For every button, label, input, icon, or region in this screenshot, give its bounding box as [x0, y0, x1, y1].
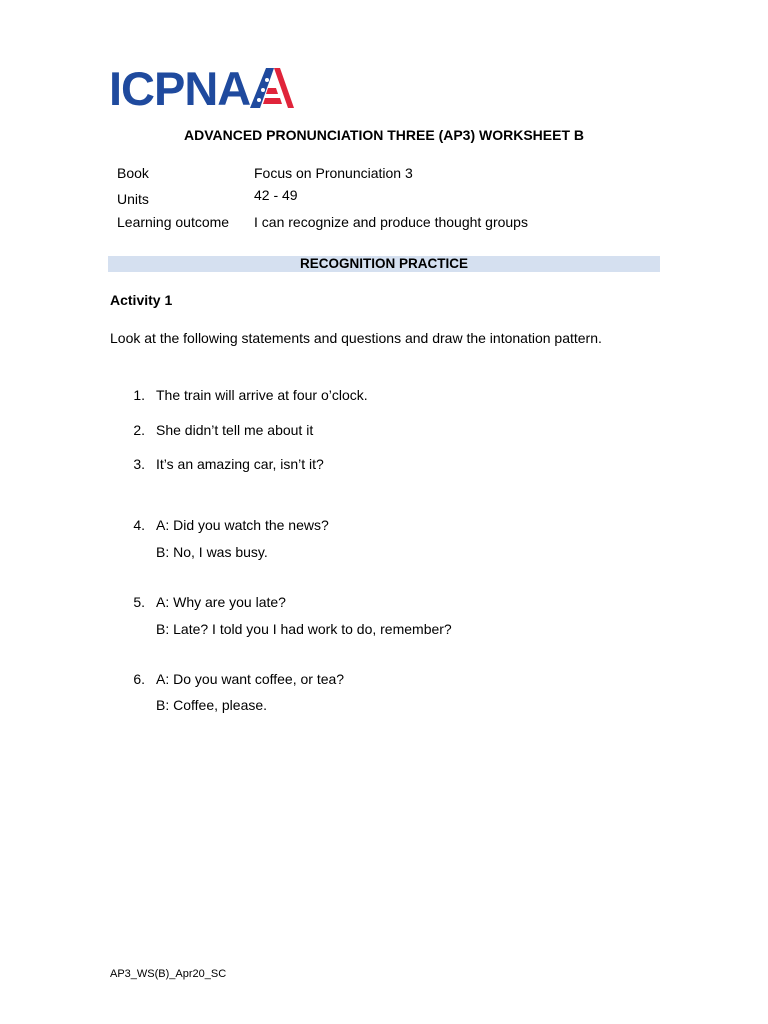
list-item: The train will arrive at four o’clock. [156, 387, 368, 403]
footer-code: AP3_WS(B)_Apr20_SC [110, 968, 227, 980]
list-item-number: 3. [133, 456, 145, 472]
activity-title: Activity 1 [110, 292, 173, 308]
list-item-speaker-a: A: Do you want coffee, or tea? [156, 671, 345, 687]
book-value: Focus on Pronunciation 3 [254, 165, 413, 181]
learning-outcome-value: I can recognize and produce thought groups [254, 214, 528, 230]
book-label: Book [117, 165, 149, 181]
list-item: It’s an amazing car, isn’t it? [156, 456, 324, 472]
document-title: ADVANCED PRONUNCIATION THREE (AP3) WORKSHEET B [183, 127, 585, 143]
logo-text: ICPNA [109, 62, 251, 115]
units-value: 42 - 49 [254, 187, 298, 203]
units-label: Units [117, 191, 149, 207]
list-item-speaker-b: B: No, I was busy. [156, 544, 268, 560]
list-item-number: 4. [133, 517, 145, 533]
activity-instruction: Look at the following statements and questions and draw the intonation pattern. [110, 330, 602, 346]
list-item: She didn’t tell me about it [156, 422, 314, 438]
list-item-speaker-b: B: Late? I told you I had work to do, remember? [156, 621, 452, 637]
icpna-logo [109, 62, 289, 115]
list-item-number: 2. [133, 422, 145, 438]
list-item-speaker-a: A: Did you watch the news? [156, 517, 329, 533]
list-item-number: 5. [133, 594, 145, 610]
list-item-number: 6. [133, 671, 145, 687]
section-title: RECOGNITION PRACTICE [299, 256, 468, 271]
flag-a-icon [246, 68, 294, 108]
learning-outcome-label: Learning outcome [117, 214, 230, 230]
list-item-speaker-b: B: Coffee, please. [156, 697, 268, 713]
list-item-number: 1. [133, 387, 145, 403]
list-item-speaker-a: A: Why are you late? [156, 594, 286, 610]
